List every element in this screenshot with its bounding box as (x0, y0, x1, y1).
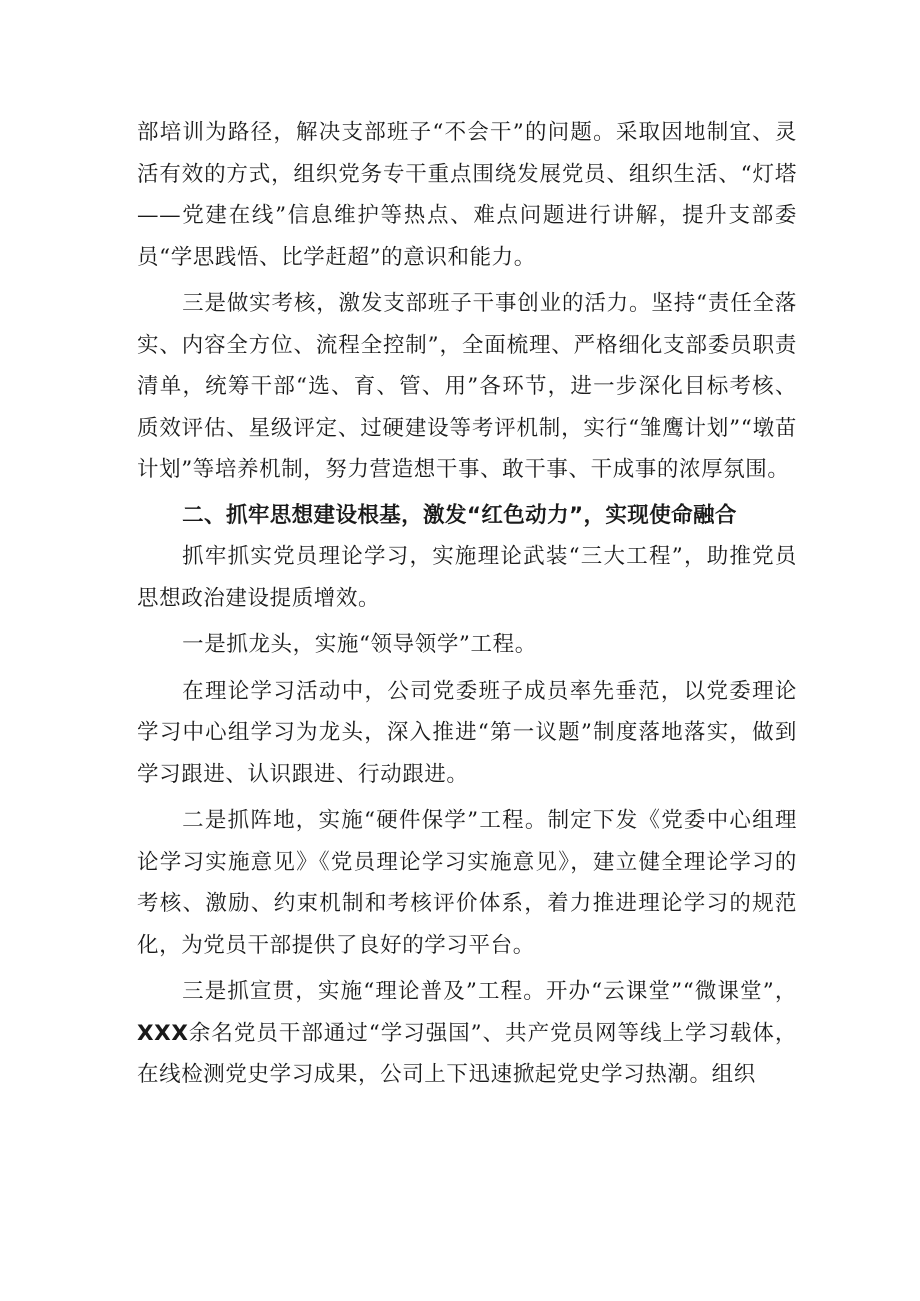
member-count-placeholder: XXX (137, 1020, 189, 1046)
paragraph-theory-popularize-part1: 三是抓宣贯，实施“理论普及”工程。开办“云课堂”“微课堂”， (182, 979, 797, 1004)
paragraph-assessment: 三是做实考核，激发支部班子干事创业的活力。坚持“责任全落实、内容全方位、流程全控制”，全面梳理、严格细化支部委员职责清单，统筹干部“选、育、管、用”各环节，进一步深化目标考核、质效评估、星级评定、过硬建设等考评机制，实行“雏鹰计划”“墩苗计划”等培养机制，努力营造想干事、敢干事、干成事的浓厚氛围。 (137, 291, 797, 482)
section-heading-two: 二、抓牢思想建设根基，激发“红色动力”，实现使命融合 (182, 502, 737, 528)
paragraph-study-activity: 在理论学习活动中，公司党委班子成员率先垂范，以党委理论学习中心组学习为龙头，深入推进“第一议题”制度落地落实，做到学习跟进、认识跟进、行动跟进。 (137, 678, 797, 787)
paragraph-training-path: 部培训为路径，解决支部班子“不会干”的问题。采取因地制宜、灵活有效的方式，组织党务专干重点围绕发展党员、组织生活、“灯塔——党建在线”信息维护等热点、难点问题进行讲解，提升支部委员“学思践悟、比学赶超”的意识和能力。 (137, 120, 797, 270)
document-body (137, 112, 797, 1096)
paragraph-theory-popularize (137, 971, 797, 1096)
paragraph-theory-study: 抓牢抓实党员理论学习，实施理论武装“三大工程”，助推党员思想政治建设提质增效。 (137, 544, 797, 611)
paragraph-leader-study: 一是抓龙头，实施“领导领学”工程。 (182, 632, 537, 657)
paragraph-theory-popularize-part2: 余名党员干部通过“学习强国”、共产党员网等线上学习载体，在线检测党史学习成果，公司上下迅速掀起党史学习热潮。组织 (137, 1020, 797, 1087)
paragraph-hardware-study: 二是抓阵地，实施“硬件保学”工程。制定下发《党委中心组理论学习实施意见》《党员理论学习实施意见》，建立健全理论学习的考核、激励、约束机制和考核评价体系，着力推进理论学习的规范化，为党员干部提供了良好的学习平台。 (137, 808, 797, 958)
